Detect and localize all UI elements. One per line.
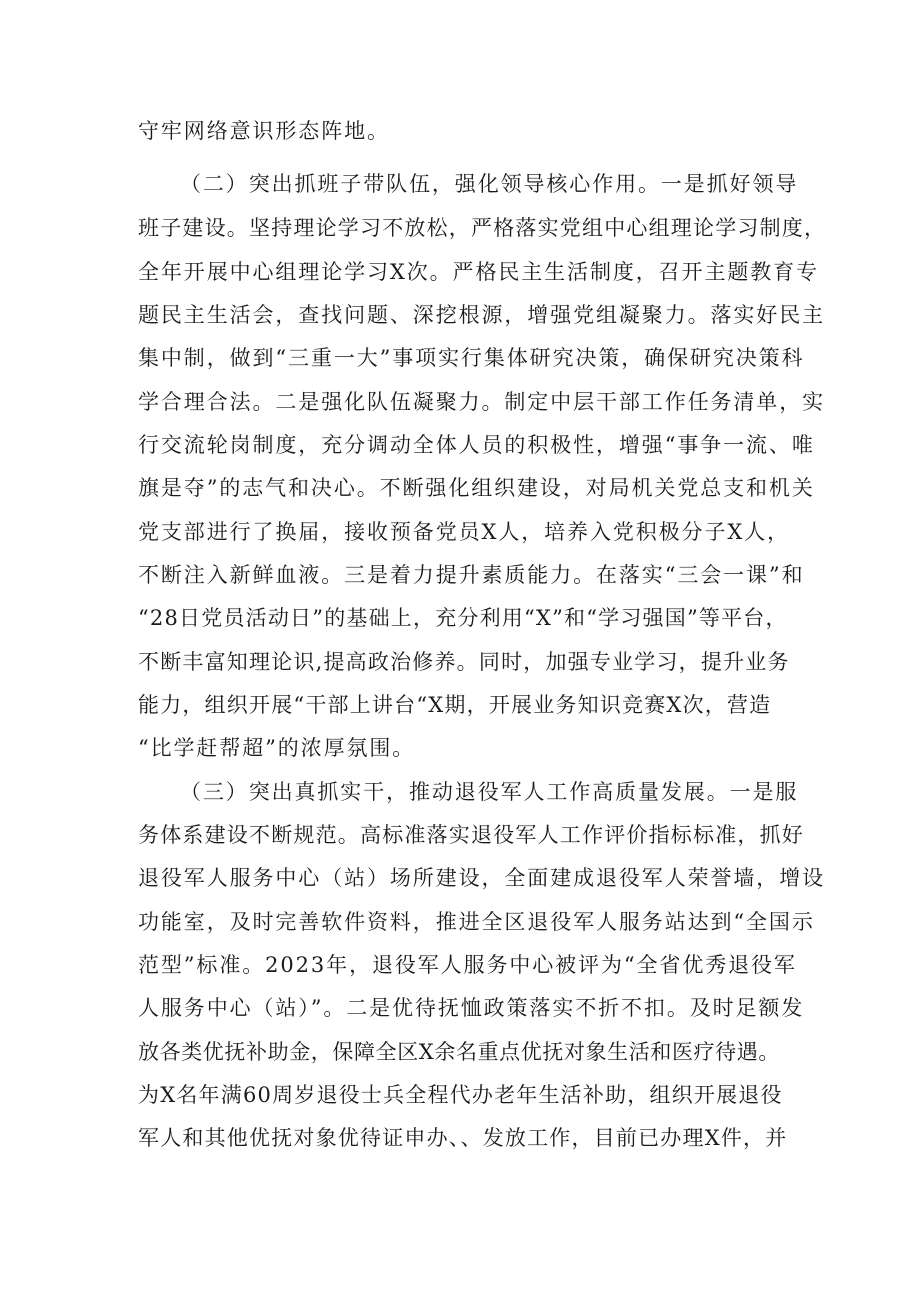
paragraph-line: 行交流轮岗制度，充分调动全体人员的积极性，增强“事争一流、唯 [138, 433, 815, 457]
paragraph-line: 务体系建设不断规范。高标准落实退役军人工作评价指标标准，抓好 [138, 823, 804, 847]
section-heading-line: （二）突出抓班子带队伍，强化领导核心作用。一是抓好领导 [180, 172, 799, 196]
paragraph-line: 党支部进行了换届，接收预备党员X人，培养入党积极分子X人， [138, 520, 790, 544]
paragraph-line: 功能室，及时完善软件资料，推进全区退役军人服务站达到“全国示 [138, 910, 815, 934]
paragraph-line: 守牢网络意识形态阵地。 [138, 119, 390, 143]
paragraph-line: 人服务中心（站）”。二是优待抚恤政策落实不折不扣。及时足额发 [138, 996, 805, 1020]
paragraph-line: “28日党员活动日”的基础上，充分利用“X”和“学习强国”等平台， [138, 606, 788, 630]
paragraph-line: 范型”标准。2023年，退役军人服务中心被评为“全省优秀退役军 [138, 953, 797, 977]
section-heading-line: （三）突出真抓实干，推动退役军人工作高质量发展。一是服 [180, 780, 799, 804]
paragraph-line: 班子建设。坚持理论学习不放松，严格落实党组中心组理论学习制度， [138, 216, 827, 240]
paragraph-line: 为X名年满60周岁退役士兵全程代办老年生活补助，组织开展退役 [138, 1083, 783, 1107]
paragraph-line: 集中制，做到“三重一大”事项实行集体研究决策，确保研究决策科 [138, 346, 805, 370]
paragraph-line: 不断丰富知理论识,提高政治修养。同时，加强专业学习，提升业务 [138, 650, 790, 674]
paragraph-line: 放各类优抚补助金，保障全区X余名重点优抚对象生活和医疗待遇。 [138, 1040, 780, 1064]
paragraph-line: 学合理合法。二是强化队伍凝聚力。制定中层干部工作任务清单，实 [138, 390, 825, 414]
paragraph-line: 军人和其他优抚对象优待证申办、、发放工作，目前已办理X件，并 [138, 1126, 788, 1150]
paragraph-line: “比学赶帮超”的浓厚氛围。 [138, 736, 416, 760]
paragraph-line: 旗是夺”的志气和决心。不断强化组织建设，对局机关党总支和机关 [138, 476, 815, 500]
paragraph-line: 能力，组织开展“干部上讲台“X期，开展业务知识竞赛X次，营造 [138, 693, 772, 717]
paragraph-line: 题民主生活会，查找问题、深挖根源，增强党组凝聚力。落实好民主 [138, 303, 825, 327]
paragraph-line: 全年开展中心组理论学习X次。严格民主生活制度，召开主题教育专 [138, 260, 819, 284]
paragraph-line: 退役军人服务中心（站）场所建设，全面建成退役军人荣誉墙，增设 [138, 866, 825, 890]
paragraph-line: 不断注入新鲜血液。三是着力提升素质能力。在落实“三会一课”和 [138, 563, 805, 587]
